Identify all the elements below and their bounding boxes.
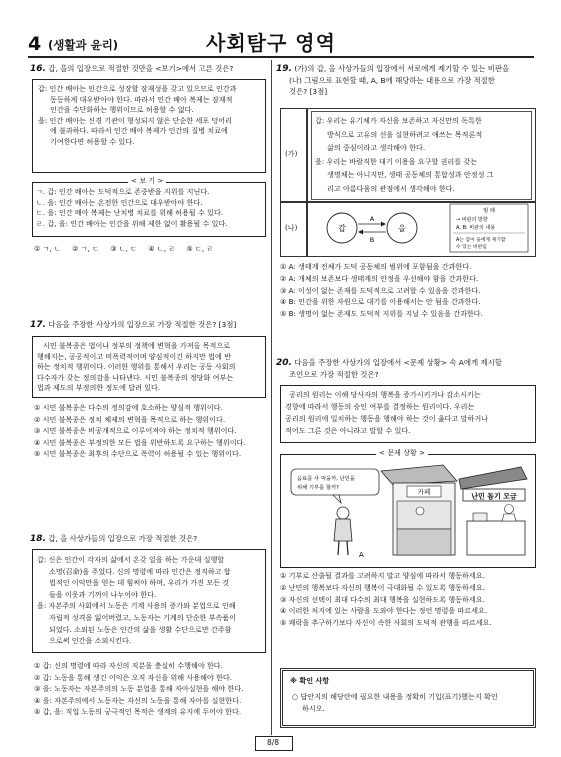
q19-ga-text: 갑: 우리는 유기체가 자신을 보존하고 자신만의 독특한 방식으로 고유의 선을 실현하려고 애쓰는 목적론적 삶의 중심이라고 생각해야 한다. 을: 우리는 바람직한 대기 이용을 요구할 권리를 갖는 생명체는 아니지만, 생태 공동체의 통합성과 안정성 그 리고 아름다움의 관점에서 생각해야 한다. [315,116,494,193]
cafe-counter [397,529,451,555]
q20-passage: 공리의 원리는 이해 당사자의 행복을 증가시키거나 감소시키는 경향에 따라서 행동의 승인 여부를 결정하는 원리이다. 우리는 공리의 원리에 일치하는 행동을 행해야 하는 것이 옳다고 말하거나 적어도 그른 것은 아니라고 말할 수 있다. [285,390,489,435]
booth-sign: 난민 돕기 모금 [471,492,517,501]
q17-choice-2[interactable]: ② 시민 불복종은 정치 체제의 변혁을 목적으로 하는 행위이다. [34,414,226,424]
q19-choice-4[interactable]: ④ B: 인간을 위한 자원으로 대기를 이용해서는 안 됨을 간과한다. [280,297,481,307]
q19-choices [280,261,536,320]
q19-legend-4: 수 있는 비판임 [456,245,487,250]
q19-choice-5[interactable]: ⑤ B: 생명이 없는 존재도 도덕적 지위를 지닐 수 있음을 간과한다. [280,309,483,319]
person-a-body [334,519,352,541]
q19-ga-label: (가) [285,149,298,158]
q18-choice-2[interactable]: ② 갑: 노동을 통해 생긴 이익은 오직 자신을 위해 사용해야 한다. [34,672,233,682]
cafe-window [397,501,451,529]
q17-choice-4[interactable]: ④ 시민 불복종은 부정의한 모든 법을 위반하도록 요구하는 행위이다. [34,437,246,447]
cafe-clerk-head [416,507,424,515]
q16-choices[interactable]: ① ㄱ, ㄴ ② ㄱ, ㄷ ③ ㄴ, ㄷ ④ ㄴ, ㄹ ⑤ ㄷ, ㄹ [34,244,214,253]
q18-choice-4[interactable]: ④ 을: 자본주의에서 노동자는 자신의 노동을 통해 자아를 실현한다. [34,695,242,705]
q19-arrow-a-head [381,222,386,227]
q19-choice-2[interactable]: ② A: 개체의 보존보다 생태계의 안정을 우선해야 함을 간과한다. [280,273,479,283]
section-title: 사회탐구 영역 [206,31,336,55]
booth-person-body [502,514,516,521]
bubble-line-2: 위해 기부를 할까? [297,485,339,491]
notice-title: ※ 확인 사항 [290,676,330,685]
q17-choice-3[interactable]: ③ 시민 불복종은 비공개적으로 이루어져야 하는 정치적 행위이다. [34,426,237,435]
q19-arrow-a-label: A [369,215,375,223]
booth-person-head [505,505,514,514]
booth-roof [459,467,527,489]
q16-bogi: ㄱ. 갑: 인간 배아는 도덕적으로 존중받을 지위를 지닌다. ㄴ. 을: 인간 배아는 온전한 인간으로 대우받아야 한다. ㄷ. 을: 인간 배아 복제는 난치병 치료를 위해 허용될 수 있다. ㄹ. 갑, 을: 인간 배아는 인간을 위해 제한 없이 활용될 수 있다. [36,187,228,228]
person-a-leg-2 [347,541,348,555]
q19-arrow-b-head [358,230,363,235]
q20-choice-5[interactable]: ⑤ 쾌락을 추구하기보다 자신이 속한 사회의 도덕적 관행을 따르세요. [280,618,492,628]
bubble-line-1: 음료를 사 먹을까, 난민을 [297,476,355,482]
page-number: 4 [28,33,42,55]
q18-choices [34,660,268,718]
q16-stem: 16. 갑, 을의 입장으로 적절한 것만을 <보기>에서 고른 것은? [30,64,234,74]
cafe-roof [381,465,457,485]
q19-legend-2: A, B: 비판의 내용 [456,225,496,231]
q19-diagram [306,201,534,255]
q18-choice-3[interactable]: ③ 을: 노동자는 자본주의의 노동 분업을 통해 자아실현을 해야 한다. [34,684,244,694]
q19-arrow-b-label: B [369,236,375,244]
q19-legend-title: 범 례 [483,208,495,214]
q19-legend-1: → 비판의 방향 [456,217,488,223]
cafe-sign: 카페 [417,488,431,496]
footer-page-number: 8/8 [266,738,280,747]
subject-label: (생활과 윤리) [48,38,119,52]
q17-stem: 17. 다음을 주장한 사상가의 입장으로 가장 적절한 것은? [3점] [30,320,237,330]
q20-choices [280,570,536,629]
q20-scene-label: < 문제 상황 > [376,448,428,459]
q19-legend-3: A는 갑이 을에게 제기할 [456,238,506,243]
q16-passage: 갑: 인간 배아는 인간으로 성장할 잠재성을 갖고 있으므로 인간과 동등하게 대우받아야 한다. 따라서 인간 배아 복제는 잠재적 인간을 수단화하는 행위이므로 허용할 수 없다. 을: 인간 배아는 신경 기관이 형성되지 않은 단순한 세포 덩어리 에 불과하다. 따라서 인간 배아 복제가 인간의 질병 치료에 기여한다면 허용할 수 있다. [38,84,237,146]
q19-node-a-text: 갑 [338,224,346,233]
q18-passage: 갑: 신은 인간이 각자의 삶에서 온갖 일을 하는 가운데 실행할 소명(召命)을 주었다. 신의 명령에 따라 인간은 정직하고 합 법적인 이익만을 얻는 데 힘써야 하며, 우리가 가진 모든 것 들을 이웃과 기꺼이 나누어야 한다. 을: 자본주의 사회에서 노동은 기계 사용의 증가와 분업으로 인해 자립적 성격을 잃어버렸고, 노동자는 기계의 단순한 부속품이 되었다. 소외된 노동은 인간의 삶을 생활 수단으로만 간주함 으로써 인간을 소외시킨다. [37,555,237,646]
booth-counter [467,521,525,555]
q20-choice-1[interactable]: ① 기부로 산출될 결과를 고려하지 말고 양심에 따라서 행동하세요. [280,571,485,580]
q20-stem: 20. 다음을 주장한 사상가의 입장에서 <문제 상황> 속 A에게 제시할 조언으로 가장 적절한 것은? [276,358,502,379]
q20-scene-illustration [281,459,533,565]
speech-bubble-tail [333,495,341,503]
person-a-head [337,507,349,519]
q19-node-b-text: 을 [398,224,406,233]
q19-choice-1[interactable]: ① A: 생태계 전체가 도덕 공동체의 범위에 포함됨을 간과한다. [280,262,472,271]
speech-bubble [291,469,379,495]
q17-choice-5[interactable]: ⑤ 시민 불복종은 최후의 수단으로 폭력이 허용될 수 있는 행위이다. [34,449,242,458]
q17-passage: 시민 불복종은 법이나 정부의 정책에 변혁을 가져올 목적으로 행해지는, 공공적이고 비폭력적이며 양심적이긴 하지만 법에 반 하는 정치적 행위이다. 이러한 행위를 통해서 우리는 공동 사회의 다수자가 갖는 정의감을 나타낸다. 시민 불복종의 정당화 여부는 법과 제도의 부정의한 정도에 달려 있다. [37,341,236,392]
q16-bogi-label: < 보 기 > [128,176,166,187]
header-rule [28,56,534,58]
q20-choice-3[interactable]: ③ 자신의 선택이 최대 다수의 최대 행복을 실현하도록 행동하세요. [280,594,485,604]
q19-na-label: (나) [285,223,298,232]
q20-choice-4[interactable]: ④ 이러한 처지에 있는 사람을 도와야 한다는 정언 명령을 따르세요. [280,606,488,616]
person-a-leg-1 [338,541,339,555]
donation-box [473,513,487,521]
q17-choices [34,402,268,460]
person-a-label: A [359,551,364,559]
q19-stem: 19. (가)의 갑, 을 사상가들의 입장에서 서로에게 제기할 수 있는 비판을 (나) 그림으로 표현할 때, A, B에 해당하는 내용으로 가장 적절한 것은? [3점] [276,64,510,96]
column-divider [271,60,272,735]
q19-choice-3[interactable]: ③ A: 이성이 없는 존재를 도덕적으로 고려할 수 있음을 간과한다. [280,285,481,295]
q18-stem: 18. 갑, 을 사상가들의 입장으로 가장 적절한 것은? [30,534,198,544]
notice-body: ○ 답안지의 해당란에 필요한 내용을 정확히 기입(표기)했는지 확인 하시오. [292,692,498,713]
q20-choice-2[interactable]: ② 난민의 행복보다 자신의 행복이 극대화될 수 있도록 행동하세요. [280,582,485,592]
q18-choice-5[interactable]: ⑤ 갑, 을: 직업 노동의 궁극적인 목적은 생계의 유지에 두어야 한다. [34,707,242,717]
q17-choice-1[interactable]: ① 시민 불복종은 다수의 정의감에 호소하는 양심적 행위이다. [34,403,223,412]
q18-choice-1[interactable]: ① 갑: 신의 명령에 따라 자신의 직분을 충실히 수행해야 한다. [34,661,223,670]
